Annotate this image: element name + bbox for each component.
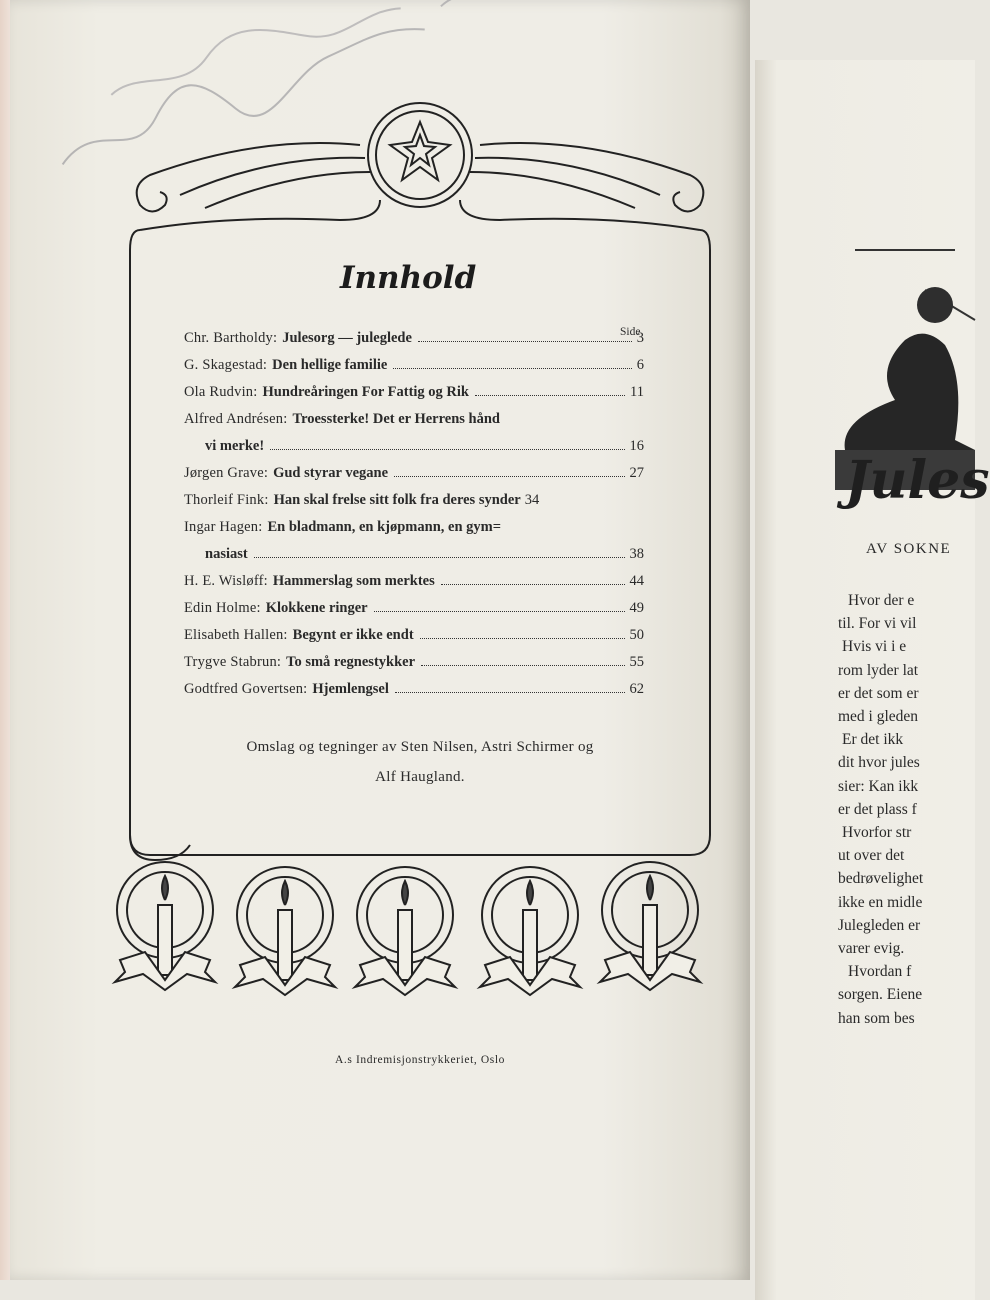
toc-entry — [184, 622, 644, 649]
body-line: Hvorfor str — [842, 824, 912, 842]
printer-imprint: A.s Indremisjonstrykkeriet, Oslo — [335, 1054, 505, 1066]
leader-dots — [441, 584, 625, 585]
entry-title: Klokkene ringer — [265, 600, 368, 616]
toc-entry — [184, 379, 644, 406]
toc-entry-continuation — [184, 541, 644, 568]
entry-author: Edin Holme: — [184, 600, 261, 616]
body-line: han som bes — [838, 1009, 915, 1027]
entry-page: 16 — [629, 438, 644, 454]
body-line: rom lyder lat — [838, 661, 919, 679]
leader-dots — [395, 692, 625, 693]
body-line: bedrøvelighet — [838, 870, 924, 888]
entry-title: To små regnestykker — [286, 654, 416, 670]
body-line: Hvis vi i e — [842, 638, 907, 656]
entry-author: H. E. Wisløff: — [184, 573, 268, 589]
entry-author: Ingar Hagen: — [184, 519, 263, 535]
leader-dots — [254, 557, 625, 558]
entry-title: Den hellige familie — [272, 357, 388, 373]
entry-author: Godtfred Govertsen: — [184, 681, 308, 697]
toc-entry — [184, 325, 644, 352]
entry-page: 49 — [629, 600, 644, 616]
leader-dots — [475, 395, 625, 396]
body-line: er det plass f — [838, 800, 917, 818]
toc-entry — [184, 568, 644, 595]
credits-line-2: Alf Haugland. — [375, 769, 465, 785]
entry-title: Hundreåringen For Fattig og Rik — [262, 384, 469, 400]
candle-icon — [480, 867, 580, 995]
entry-title: Begynt er ikke endt — [292, 627, 414, 643]
toc-entry — [184, 352, 644, 379]
entry-title: Han skal frelse sitt folk fra deres synder — [273, 492, 521, 508]
candle-icon — [600, 862, 700, 990]
entry-author: Ola Rudvin: — [184, 384, 258, 400]
entry-page: 38 — [629, 546, 644, 562]
entry-page: 55 — [629, 654, 644, 670]
body-line: dit hvor jules — [838, 754, 920, 772]
body-line: sorgen. Eiene — [838, 986, 923, 1004]
entry-page: 50 — [629, 627, 644, 643]
body-line: ikke en midle — [838, 893, 923, 911]
entry-author: Jørgen Grave: — [184, 465, 269, 481]
entry-author: Chr. Bartholdy: — [184, 330, 278, 346]
body-line: ut over det — [838, 847, 905, 865]
leader-dots — [421, 665, 624, 666]
body-line: Julegleden er — [838, 916, 921, 934]
entry-page: 3 — [636, 330, 644, 346]
toc-entry — [184, 595, 644, 622]
entry-title: En bladmann, en kjøpmann, en gym= — [267, 519, 501, 535]
body-line: sier: Kan ikk — [838, 777, 919, 795]
candle-icon — [115, 862, 215, 990]
body-line: Hvordan f — [848, 963, 912, 981]
toc-entry — [184, 460, 644, 487]
entry-title: Hjemlengsel — [312, 681, 389, 697]
entry-title: Hammerslag som merktes — [272, 573, 435, 589]
credits-line-1: Omslag og tegninger av Sten Nilsen, Astri Schirmer og — [246, 739, 594, 755]
toc-entry — [184, 406, 644, 433]
body-line: Er det ikk — [842, 731, 904, 749]
toc-title: Innhold — [340, 260, 477, 296]
body-line: varer evig. — [838, 940, 905, 958]
candles-illustration — [105, 850, 725, 1030]
table-of-contents — [184, 325, 644, 703]
leader-dots — [374, 611, 625, 612]
entry-author: Trygve Stabrun: — [184, 654, 282, 670]
leader-dots — [420, 638, 625, 639]
entry-title-continued: vi merke! — [205, 438, 265, 454]
entry-author: Alfred Andrésen: — [184, 411, 288, 427]
body-line: til. For vi vil — [838, 615, 917, 633]
entry-title: Gud styrar vegane — [273, 465, 389, 481]
entry-title: Troessterke! Det er Herrens hånd — [292, 411, 500, 427]
entry-title: Julesorg — juleglede — [282, 330, 412, 346]
entry-page: 11 — [630, 384, 644, 400]
right-page-title: Jules — [845, 450, 990, 511]
toc-entry — [184, 649, 644, 676]
entry-page: 27 — [629, 465, 644, 481]
leader-dots — [418, 341, 632, 342]
entry-page: 44 — [629, 573, 644, 589]
entry-title-continued: nasiast — [205, 546, 248, 562]
entry-author: Elisabeth Hallen: — [184, 627, 288, 643]
toc-entry — [184, 514, 644, 541]
entry-page: 62 — [629, 681, 644, 697]
star-icon — [390, 122, 450, 180]
entry-author: G. Skagestad: — [184, 357, 268, 373]
body-line: med i gleden — [838, 708, 919, 726]
toc-entry — [184, 676, 644, 703]
leader-dots — [394, 476, 624, 477]
page-column-label: Side — [620, 326, 641, 338]
body-line: Hvor der e — [848, 592, 915, 609]
leader-dots — [393, 368, 631, 369]
right-page-byline: AV SOKNE — [866, 541, 952, 557]
toc-entry-continuation — [184, 433, 644, 460]
illustration-credits — [180, 732, 660, 792]
body-line: er det som er — [838, 684, 919, 702]
entry-author: Thorleif Fink: — [184, 492, 269, 508]
entry-page: 6 — [636, 357, 644, 373]
candle-icon — [355, 867, 455, 995]
right-page-body-text — [838, 589, 978, 1030]
leader-dots — [270, 449, 624, 450]
entry-page: 34 — [524, 492, 540, 508]
toc-entry — [184, 487, 644, 514]
candle-icon — [235, 867, 335, 995]
